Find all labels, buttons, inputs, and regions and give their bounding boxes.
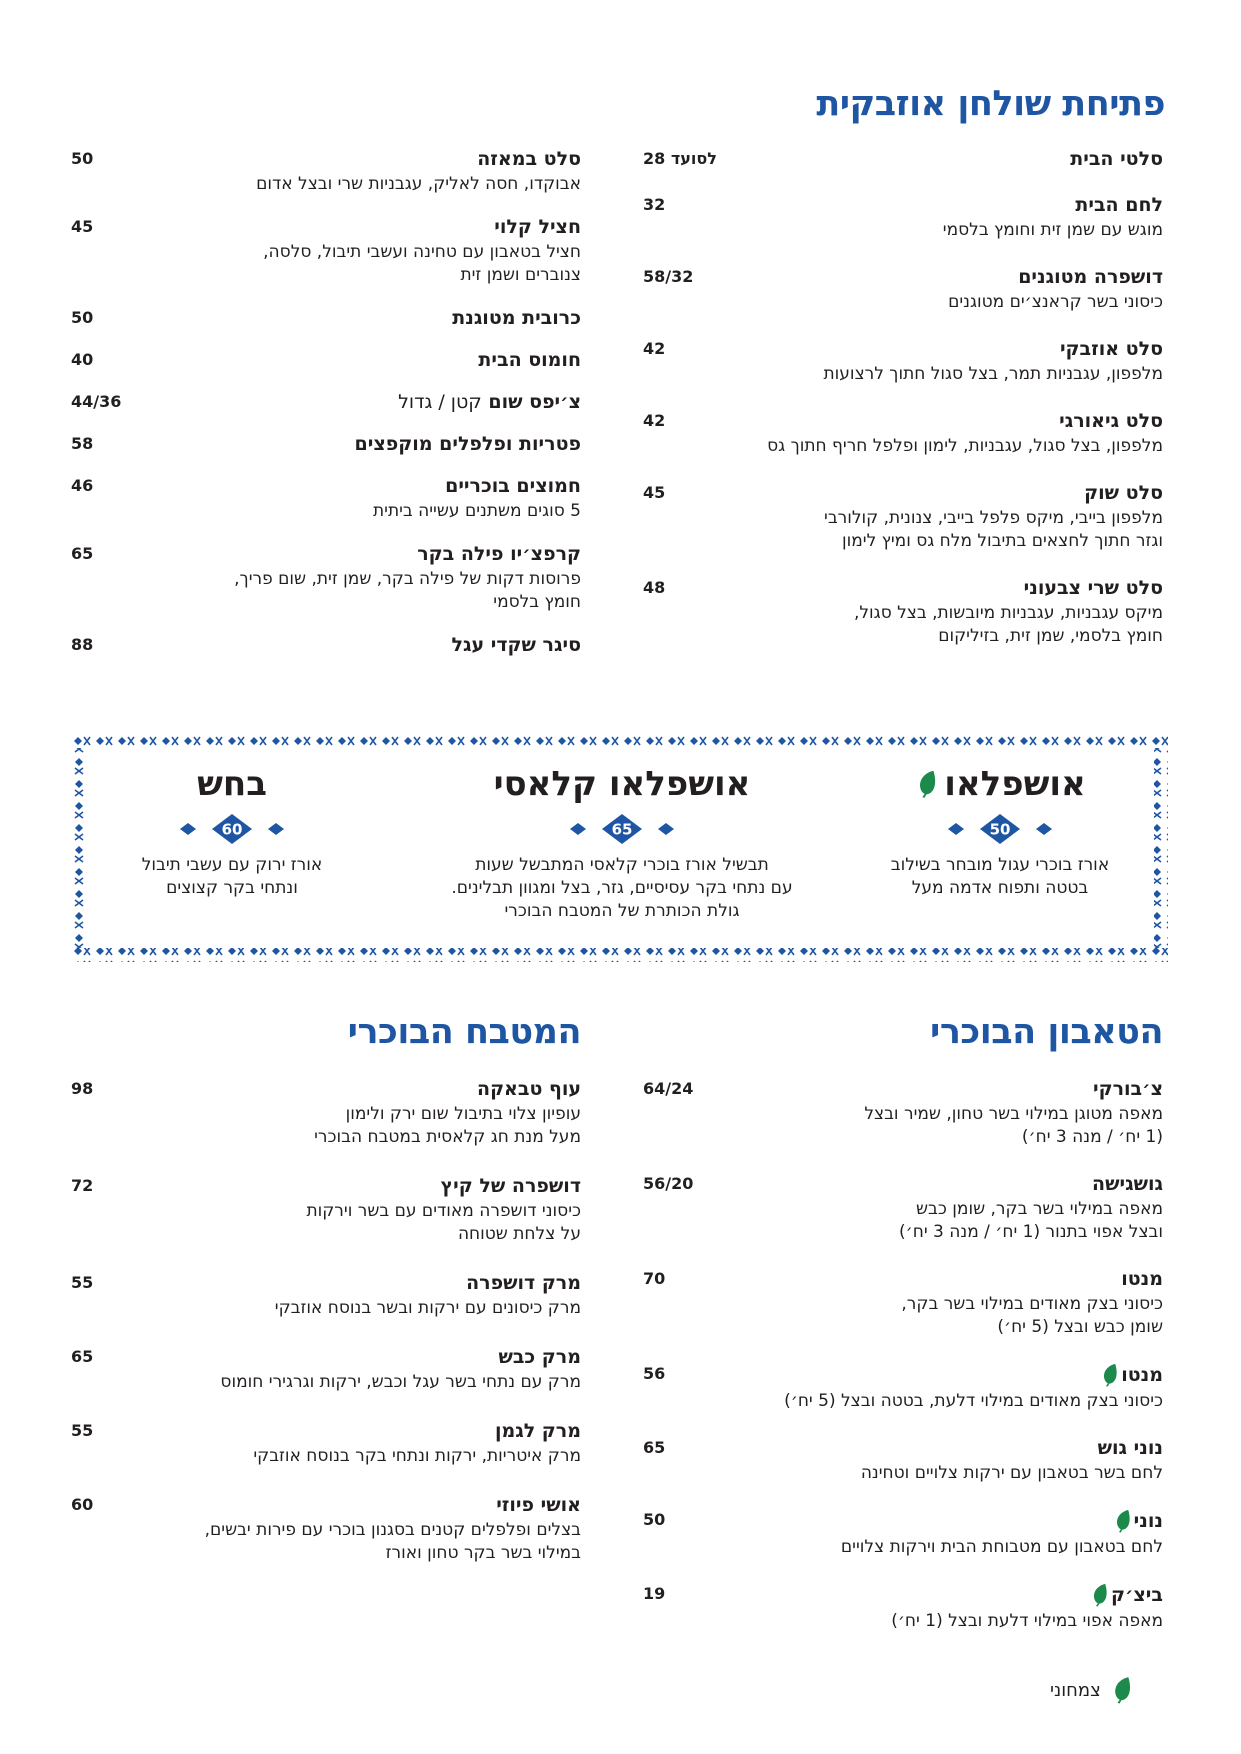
description-line: על צלחת שטוחה [457,1224,581,1244]
item-description [643,1103,1163,1149]
description-line: עופיון צלוי בתיבול שום ירק ולימון [345,1104,581,1124]
description-line: עם נתחי בקר עסיסיים, גזר, בצל ומגוון תבלינים. [451,878,793,898]
item-name: סלט אוזבקי [1059,338,1163,360]
menu-item [643,266,1163,314]
item-price: 45 [643,483,666,502]
description-line: מרק איטריות, ירקות ונתחי בקר בנוסח אוזבקי [253,1446,581,1466]
description-line: מרק כיסונים עם ירקות ובשר בנוסח אוזבקי [274,1298,581,1318]
diamond-badge [948,814,1052,844]
menu-item [643,1583,1163,1633]
description-line: מיקס עגבניות, עגבניות מיובשות, בצל סגול, [853,603,1163,623]
item-description [643,435,1163,458]
description-line: לחם בשר בטאבון עם ירקות צלויים וטחינה [860,1463,1163,1483]
menu-item [643,1363,1163,1413]
item-name: כרובית מטוגנת [452,307,581,329]
item-description [71,241,581,287]
description-line: מלפפון, עגבניות תמר, בצל סגול חתוך לרצועות [823,364,1163,384]
item-name: צ׳יפס שום קטן / גדול [398,391,581,413]
item-name: עוף טבאקה [477,1078,581,1100]
description-line: ובצל אפוי בתנור (1 יח׳ / מנה 3 יח׳) [899,1222,1163,1242]
item-description [643,1293,1163,1339]
menu-item [71,543,581,614]
description-line: פרוסות דקות של פילה בקר, שמן זית, שום פריך, [234,569,581,589]
description-line: מאפה מטוגן במילוי בשר טחון, שמיר ובצל [864,1104,1163,1124]
menu-item [71,1175,581,1246]
diamond-badge [180,814,284,844]
item-description [643,1462,1163,1485]
description-line: מרק עם נתחי בשר עגל וכבש, ירקות וגרגירי חומוס [220,1372,581,1392]
menu-item [71,216,581,287]
description-line: חומץ בלסמי [493,592,581,612]
description-line: מלפפון, בצל סגול, עגבניות, לימון ופלפל חריף חתוך גס [767,436,1163,456]
description-line: כיסוני בצק מאודים במילוי בשר בקר, [901,1294,1163,1314]
section-title-tandoor: הטאבון הבוכרי [930,1012,1163,1052]
item-description [71,500,581,523]
item-name: סלטי הבית [1070,148,1163,170]
description-line: כיסוני דושפרה מאודים עם בשר וירקות [306,1201,581,1221]
item-name: לחם הבית [1075,194,1163,216]
item-name: סלט שוק [1084,482,1163,504]
plov-box [72,734,1168,962]
description-line: כיסוני בשר קראנצ׳ים מטוגנים [948,292,1163,312]
item-description [643,1610,1163,1633]
item-name: חמוצים בוכריים [445,475,581,497]
description-line: מלפפון בייבי, מיקס פלפל בייבי, צנונית, קולורבי [824,508,1163,528]
opening-left-column [71,148,581,676]
description-line: חומץ בלסמי, שמן זית, בזיליקום [938,626,1163,646]
item-price: 32 [643,195,666,214]
description-line: מעל מנת חג קלאסית במטבח הבוכרי [314,1127,581,1147]
tandoor-column [643,1078,1163,1657]
item-name: מנטו [1121,1364,1163,1386]
item-price: 56 [643,1364,666,1383]
item-price: 50 [643,1510,666,1529]
item-description [643,1390,1163,1413]
item-name: סלט שרי צבעוני [1023,577,1163,599]
menu-item [643,1268,1163,1339]
item-description [71,1200,581,1246]
item-description [643,1198,1163,1244]
description-line: מוגש עם שמן זית וחומץ בלסמי [942,220,1163,240]
description-line: במילוי בשר בקר טחון ואורז [385,1543,581,1563]
item-price: 64/24 [643,1079,694,1098]
menu-item [71,1346,581,1394]
item-price: 58 [71,434,94,453]
plov-price: 65 [611,820,633,839]
menu-item [643,338,1163,386]
plov-item [422,764,822,923]
item-description [643,219,1163,242]
item-size-options: קטן / גדול [398,391,482,413]
plov-title: אושפלאו [800,764,1200,804]
item-name: ביצ׳ק [1110,1584,1163,1606]
item-name: פטריות ופלפלים מוקפצים [354,433,581,455]
item-description [71,173,581,196]
menu-item [71,433,581,455]
item-name: חומוס הבית [478,349,581,371]
kitchen-column [71,1078,581,1591]
item-name: נוני [1133,1510,1163,1532]
item-name: גושגישה [1092,1173,1163,1195]
menu-item [71,1078,581,1149]
legend-label: צמחוני [1050,1679,1101,1701]
description-line: 5 סוגים משתנים עשייה ביתית [372,501,581,521]
description-line: מאפה במילוי בשר בקר, שומן כבש [916,1199,1163,1219]
description-line: גולת הכותרת של המטבח הבוכרי [504,901,740,921]
menu-item [71,391,581,413]
leaf-icon [1113,1676,1135,1704]
opening-right-column [643,148,1163,672]
description-line: בטטה ותפוח אדמה מעל [911,878,1089,898]
item-name: נוני גוש [1097,1437,1163,1459]
item-price: 40 [71,350,94,369]
menu-item [643,1437,1163,1485]
item-description [643,507,1163,553]
item-description [71,1519,581,1565]
menu-item [643,482,1163,553]
menu-item [643,194,1163,242]
menu-item [71,634,581,656]
item-price: 55 [71,1273,94,1292]
description-line: אבוקדו, חסה לאליק, עגבניות שרי ובצל אדום [256,174,581,194]
item-name: מרק כבש [498,1346,581,1368]
plov-description [32,854,432,900]
menu-item [71,1494,581,1565]
item-name: מנטו [1121,1268,1163,1290]
item-description [71,1445,581,1468]
plov-item [32,764,432,900]
item-description [71,1103,581,1149]
item-name: קרפצ׳יו פילה בקר [417,543,581,565]
item-description [71,568,581,614]
item-description [643,363,1163,386]
item-name: מרק דושפרה [466,1272,581,1294]
menu-item [643,1078,1163,1149]
description-line: צנוברים ושמן זית [460,265,581,285]
leaf-icon [918,769,940,799]
description-line: ונתחי בקר קצוצים [166,878,298,898]
plov-price: 60 [221,820,243,839]
leaf-icon [1102,1363,1121,1387]
leaf-icon [1115,1509,1134,1533]
item-description [643,291,1163,314]
description-line: כיסוני בצק מאודים במילוי דלעת, בטטה ובצל (5 יח׳) [784,1391,1163,1411]
description-line: וגזר חתוך לחצאים בתיבול מלח גס ומיץ לימון [842,531,1163,551]
menu-item [71,349,581,371]
menu-item [71,1272,581,1320]
menu-item [643,577,1163,648]
item-description [71,1297,581,1320]
item-price: 65 [643,1438,666,1457]
description-line: אורז בוכרי עגול מובחר בשילוב [890,855,1110,875]
menu-item [643,1173,1163,1244]
item-price: 45 [71,217,94,236]
item-price: 48 [643,578,666,597]
item-name: אושי פיוזי [496,1494,581,1516]
item-name: חציל קלוי [494,216,581,238]
item-price: 42 [643,339,666,358]
menu-item [71,1420,581,1468]
item-price: 56/20 [643,1174,694,1193]
item-price: 46 [71,476,94,495]
description-line: לחם בטאבון עם מטבוחת הבית וירקות צלויים [840,1537,1163,1557]
item-price: 70 [643,1269,666,1288]
plov-title: אושפלאו קלאסי [493,764,751,804]
item-price: 44/36 [71,392,122,411]
description-line: (1 יח׳ / מנה 3 יח׳) [1021,1127,1163,1147]
plov-description [422,854,822,923]
plov-description [800,854,1200,900]
item-price: 19 [643,1584,666,1603]
menu-item [643,1509,1163,1559]
item-price: 72 [71,1176,94,1195]
item-price: 28 לסועד [643,149,717,168]
item-description [643,1536,1163,1559]
item-name: דושפרה של קיץ [440,1175,581,1197]
item-price: 58/32 [643,267,694,286]
plov-title: בחש [197,764,267,804]
leaf-icon [1092,1583,1111,1607]
description-line: בצלים ופלפלים קטנים בסגנון בוכרי עם פירות יבשים, [204,1520,581,1540]
section-title-opening: פתיחת שולחן אוזבקית [816,84,1165,124]
description-line: מאפה אפוי במילוי דלעת ובצל (1 יח׳) [891,1611,1163,1631]
item-name: מרק לגמן [494,1420,581,1442]
menu-item [643,148,1163,170]
item-price: 50 [71,149,94,168]
item-price: 65 [71,1347,94,1366]
item-price: 60 [71,1495,94,1514]
item-description [643,602,1163,648]
item-name: סלט במאזה [477,148,581,170]
item-price: 88 [71,635,94,654]
item-name: צ׳בורקי [1093,1078,1163,1100]
item-description [71,1371,581,1394]
item-name: דושפרה מטוגנים [1018,266,1163,288]
plov-item [800,764,1200,900]
menu-item [643,410,1163,458]
item-price: 98 [71,1079,94,1098]
description-line: חציל בטאבון עם טחינה ועשבי תיבול, סלסה, [263,242,581,262]
item-price: 55 [71,1421,94,1440]
description-line: אורז ירוק עם עשבי תיבול [141,855,323,875]
item-name: סיגר שקדי עגל [451,634,581,656]
description-line: תבשיל אורז בוכרי קלאסי המתבשל שעות [475,855,769,875]
menu-item [71,475,581,523]
item-price: 65 [71,544,94,563]
description-line: שומן כבש ובצל (5 יח׳) [997,1317,1163,1337]
item-price: 42 [643,411,666,430]
item-name: סלט גיאורגי [1059,410,1163,432]
menu-item [71,148,581,196]
legend [1050,1676,1135,1704]
item-price: 50 [71,308,94,327]
menu-item [71,307,581,329]
diamond-badge [570,814,674,844]
plov-price: 50 [989,820,1011,839]
section-title-kitchen: המטבח הבוכרי [347,1012,581,1052]
